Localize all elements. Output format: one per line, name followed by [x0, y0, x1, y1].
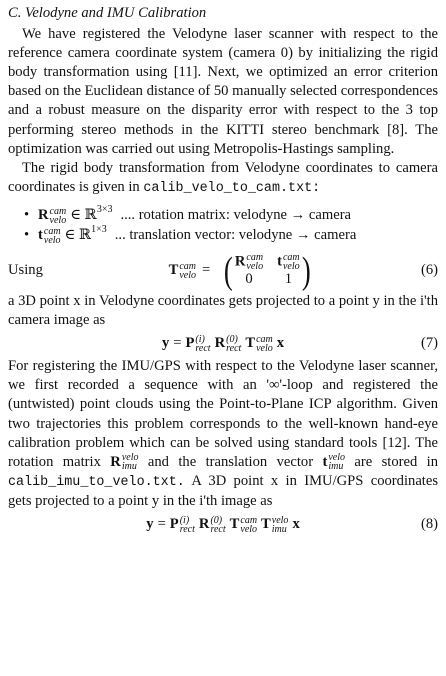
- paragraph-projection: a 3D point x in Velodyne coordinates gets projected to a point y in the i'th camera image as: [8, 292, 438, 329]
- rotation-sup: cam: [49, 205, 67, 217]
- imu-text-d: A 3D point x in IMU/GPS coordinates gets projected to a point y in the i'th image as: [8, 472, 439, 509]
- translation-symbol: t: [38, 227, 43, 244]
- list-item-rotation: • R cam velo ∈ ℝ 3×3 .... rotation matrix: velodyne → camera: [24, 203, 352, 226]
- translation-space: ∈ ℝ: [64, 227, 92, 244]
- paragraph-imu-registration: For registering the IMU/GPS with respect to the Velodyne laser scanner, we first recorded a sequence with an '∞'-loop and registered the (untwisted) point clouds using the Point-to-Plane ICP algorithm. Given two trajectories this problem corresponds to the well-known hand-eye calibration problem which can be solved using standard tools [12]. The rotation matrix R velo imu and the translation vector t velo imu are stored in calib_imu_to_velo.txt. A 3D point x in IMU/GPS coordinates gets projected to a point y in the i'th image as: [8, 358, 439, 509]
- equation-7-number: (7): [420, 335, 438, 352]
- calibration-items: [8, 203, 438, 246]
- equation-6-number: (6): [420, 262, 438, 279]
- section-heading: C. Velodyne and IMU Calibration: [8, 5, 207, 21]
- equation-8: y = P (i) rect R (0) rect T cam velo T velo imu x (8): [146, 514, 438, 535]
- equation-6: T cam velo = ( R cam velo t cam velo 0 1 ) (6): [168, 249, 438, 292]
- file-velo-to-cam: calib_velo_to_cam.txt:: [143, 180, 321, 196]
- paragraph-calibration-intro: We have registered the Velodyne laser scanner with respect to the reference camera coordinate system (camera 0) by initializing the rigid body transformation using [11]. Next, we optimized an error criterion based on the Euclidean distance of 50 manually selected correspondences and a robust measure on the disparity error with respect to the 3 top performing stereo methods in the KITTI stereo benchmark [8]. The optimization was carried out using Metropolis-Hastings sampling.: [8, 26, 438, 157]
- translation-sup: cam: [43, 225, 61, 237]
- file-imu-to-velo: calib_imu_to_velo.txt.: [8, 474, 185, 490]
- paragraph-rigid-body-text: The rigid body transformation from Velodyne coordinates to camera coordinates is given in: [8, 159, 438, 195]
- list-item-translation: • t cam velo ∈ ℝ 1×3 ... translation vector: velodyne → camera: [24, 223, 357, 246]
- imu-text-a: For registering the IMU/GPS with respect to the Velodyne laser scanner, we first recorded a sequence with an '∞'-loop and registered the (untwisted) point clouds using the Point-to-Plane ICP algorithm. Given two trajectories this problem corresponds to the well-known hand-eye calibration problem which can be solved using standard tools [12]. The rotation matrix: [8, 358, 438, 470]
- equation-6-block: [8, 249, 438, 292]
- equation-7: y = P (i) rect R (0) rect T cam velo x (7): [161, 333, 438, 354]
- matrix-T-velo: ( R cam velo t cam velo 0 1 ): [224, 249, 311, 292]
- translation-sub: velo: [43, 234, 61, 246]
- imu-text-b: and the translation vector: [147, 453, 314, 470]
- bullet-icon: •: [24, 207, 30, 224]
- rotation-sub: velo: [49, 214, 67, 226]
- rotation-indices: [50, 207, 67, 225]
- translation-indices: [44, 227, 61, 245]
- imu-text-c: are stored in: [354, 453, 439, 470]
- rotation-space: ∈ ℝ: [70, 207, 97, 224]
- translation-desc: ... translation vector: velodyne → camera: [114, 227, 357, 244]
- rotation-desc: .... rotation matrix: velodyne → camera: [120, 207, 352, 224]
- bullet-icon: •: [24, 227, 30, 244]
- equation-8-number: (8): [420, 515, 438, 532]
- paragraph-rigid-body: [8, 159, 438, 198]
- using-label: Using: [8, 262, 43, 279]
- rotation-symbol: R: [38, 207, 49, 224]
